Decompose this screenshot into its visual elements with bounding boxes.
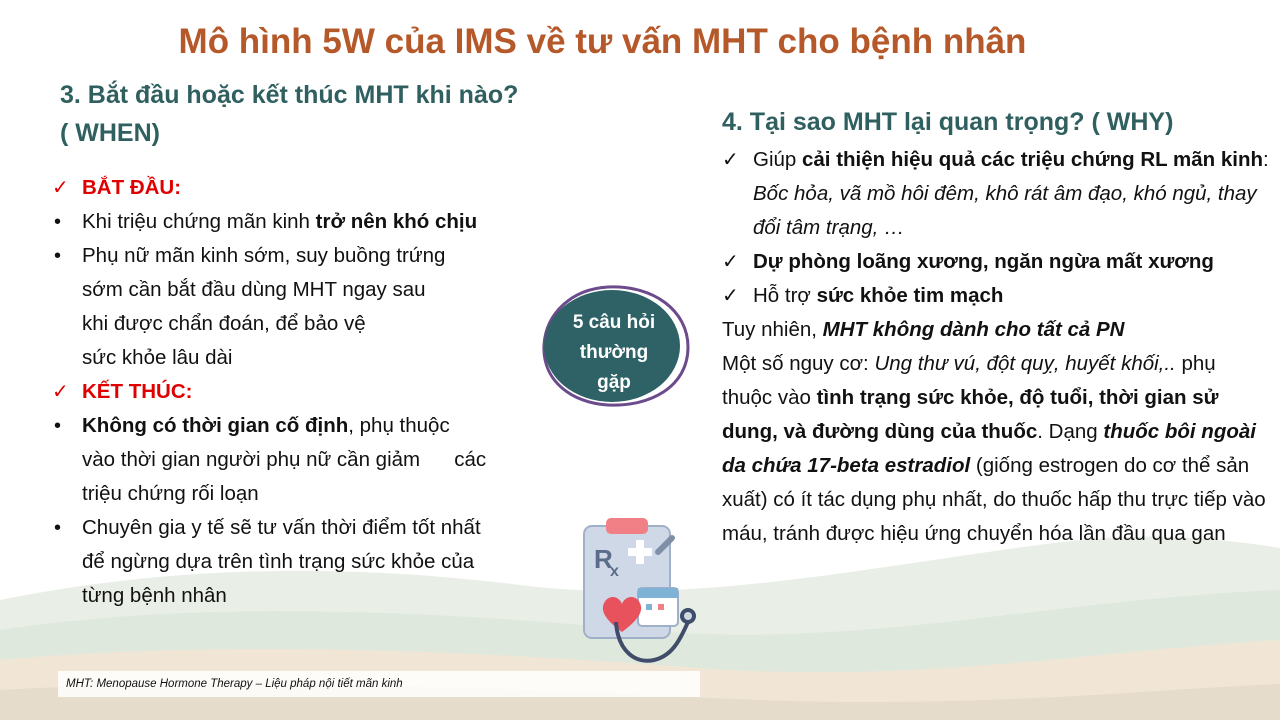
- end-heading: [52, 375, 582, 409]
- start-heading: [52, 171, 582, 205]
- text-line: từng bệnh nhân: [82, 584, 227, 607]
- svg-text:R: R: [594, 544, 613, 574]
- bullet-icon: •: [54, 415, 62, 437]
- paragraph: [722, 347, 1270, 551]
- list-item-text: [753, 245, 1270, 279]
- text-span: Hỗ trợ: [753, 284, 817, 307]
- badge-line: gặp: [597, 372, 631, 393]
- bold-span: Không có thời gian cố định: [82, 414, 349, 437]
- text-span: Giúp: [753, 148, 802, 171]
- bold-span: tình trạng sức khỏe, độ tuổi, thời gian sử dung, và đường dùng của thuốc: [722, 386, 1219, 443]
- text-span: :: [1263, 148, 1269, 171]
- list-item: [52, 409, 582, 511]
- list-item: [52, 205, 582, 239]
- list-item-text: [82, 239, 582, 375]
- list-item: [52, 511, 582, 613]
- text-span: . Dạng: [1037, 420, 1104, 443]
- bullet-icon: •: [54, 517, 62, 539]
- why-section: [722, 143, 1270, 551]
- end-label: KẾT THÚC:: [82, 380, 193, 403]
- faq-badge: [538, 283, 690, 409]
- text-line: triệu chứng rối loạn: [82, 482, 259, 505]
- text-line: sớm cần bắt đầu dùng MHT ngay sau: [82, 278, 426, 301]
- text-line: để ngừng dựa trên tình trạng sức khỏe của: [82, 550, 475, 573]
- paragraph: [722, 313, 1270, 347]
- check-icon: ✓: [722, 251, 739, 273]
- text-span: , phụ thuộc: [348, 414, 450, 437]
- italic-span: Ung thư vú, đột quỵ, huyết khối,..: [874, 352, 1176, 375]
- start-label: BẮT ĐẦU:: [82, 176, 182, 199]
- check-icon: ✓: [722, 149, 739, 171]
- text-line: Phụ nữ mãn kinh sớm, suy buồng trứng: [82, 244, 446, 267]
- list-item: [722, 279, 1270, 313]
- badge-line: 5 câu hỏi: [572, 312, 656, 333]
- when-heading-line2: ( WHEN): [60, 119, 160, 147]
- when-heading: [60, 76, 660, 152]
- page-title: Mô hình 5W của IMS về tư vấn MHT cho bệnh nhân: [178, 22, 1027, 61]
- svg-text:x: x: [610, 563, 619, 580]
- when-section: [52, 171, 582, 613]
- text-line: khi được chẩn đoán, để bảo vệ: [82, 312, 366, 335]
- text-span: Một số nguy cơ:: [722, 352, 875, 375]
- list-item: [722, 245, 1270, 279]
- list-item-text: [82, 205, 582, 239]
- when-heading-line1: 3. Bắt đầu hoặc kết thúc MHT khi nào?: [60, 81, 519, 109]
- list-item: [722, 143, 1270, 245]
- check-icon: ✓: [52, 381, 69, 403]
- footnote: MHT: Menopause Hormone Therapy – Liệu pháp nội tiết mãn kinh: [58, 671, 700, 697]
- bullet-icon: •: [54, 211, 62, 233]
- list-item-text: [753, 143, 1270, 245]
- text-line: [82, 409, 582, 443]
- bold-span: sức khỏe tim mạch: [816, 284, 1004, 307]
- bold-italic-span: MHT không dành cho tất cả PN: [822, 318, 1125, 341]
- why-heading: 4. Tại sao MHT lại quan trọng? ( WHY): [722, 108, 1174, 136]
- check-icon: ✓: [722, 285, 739, 307]
- text-line: Chuyên gia y tế sẽ tư vấn thời điểm tốt nhất: [82, 516, 481, 539]
- check-icon: ✓: [52, 177, 69, 199]
- text-span: Khi triệu chứng mãn kinh: [82, 210, 316, 233]
- list-item-text: [753, 279, 1270, 313]
- bold-span: trở nên khó chịu: [315, 210, 478, 233]
- bold-italic-span: thuốc bôi ngoài da chứa 17-beta estradiol: [722, 420, 1256, 477]
- badge-line: thường: [579, 342, 649, 363]
- bold-span: Dự phòng loãng xương, ngăn ngừa mất xương: [753, 250, 1214, 273]
- text-line: sức khỏe lâu dài: [82, 346, 233, 369]
- italic-span: Bốc hỏa, vã mồ hôi đêm, khô rát âm đạo, khó ngủ, thay đổi tâm trạng, …: [753, 182, 1257, 239]
- text-line: vào thời gian người phụ nữ cần giảm các: [82, 448, 487, 471]
- text-span: phụ thuộc vào: [722, 352, 1216, 409]
- bullet-icon: •: [54, 245, 62, 267]
- list-item: [52, 239, 582, 375]
- bold-span: cải thiện hiệu quả các triệu chứng RL mãn kinh: [802, 148, 1263, 171]
- badge-text: [538, 308, 690, 398]
- medical-clipboard-icon: [576, 512, 716, 672]
- list-item-text: [82, 409, 582, 511]
- list-item-text: [82, 511, 582, 613]
- text-span: Tuy nhiên,: [722, 318, 823, 341]
- text-span: (giống estrogen do cơ thể sản xuất) có ít tác dụng phụ nhất, do thuốc hấp thu trực tiếp vào máu, tránh được hiệu ứng chuyển hóa lần đầu qua gan: [722, 454, 1266, 545]
